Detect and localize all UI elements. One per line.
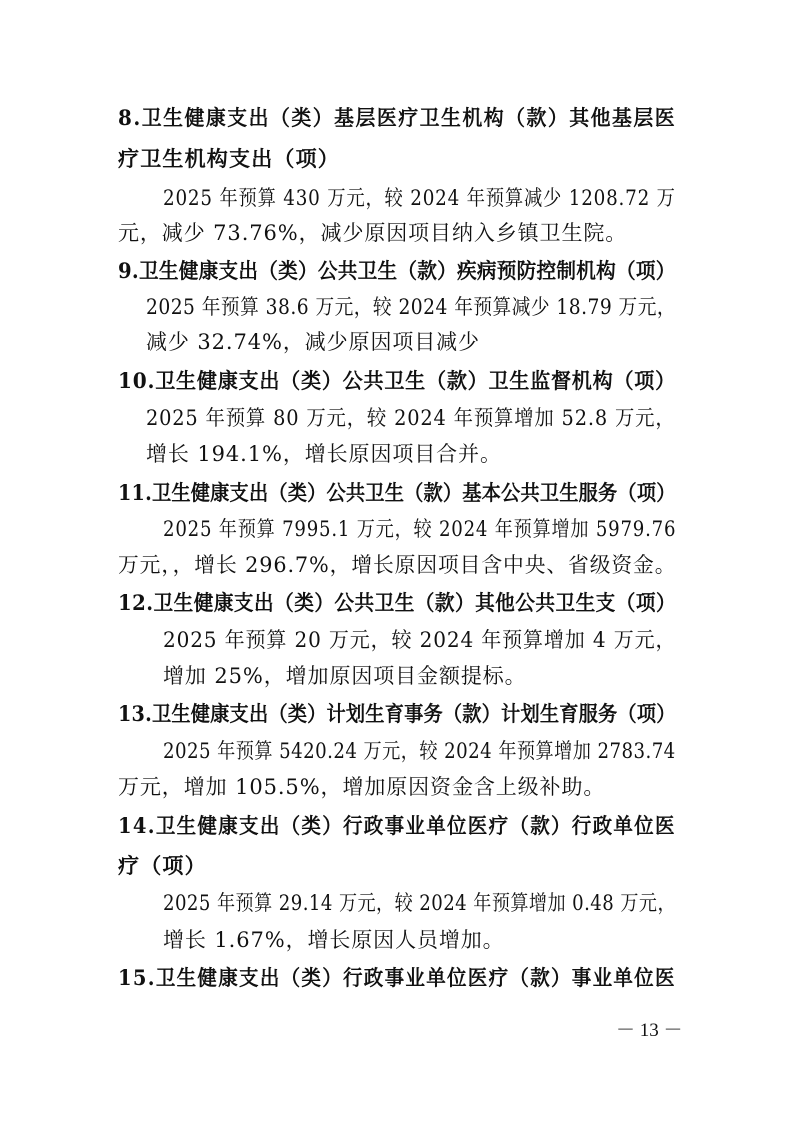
section-14-heading-line-2: 疗（项） bbox=[118, 853, 207, 878]
section-13-body-line-1: 2025 年预算 5420.24 万元，较 2024 年预算增加 2783.74 bbox=[163, 739, 676, 763]
section-12-heading: 12.卫生健康支出（类）公共卫生（款）其他公共卫生支（项） bbox=[118, 590, 677, 615]
section-10-body-line-1: 2025 年预算 80 万元，较 2024 年预算增加 52.8 万元， bbox=[146, 406, 676, 430]
section-8-body-line-1: 2025 年预算 430 万元，较 2024 年预算减少 1208.72 万 bbox=[163, 186, 676, 210]
section-13-body-line-2: 万元，增加 105.5%，增加原因资金含上级补助。 bbox=[118, 775, 606, 799]
section-14-body-line-2: 增长 1.67%，增长原因人员增加。 bbox=[163, 928, 505, 952]
section-9-body-line-1: 2025 年预算 38.6 万元，较 2024 年预算减少 18.79 万元， bbox=[146, 295, 677, 319]
page-number: － 13 － bbox=[616, 1020, 683, 1041]
section-11-body-line-2: 万元，，增长 296.7%，增长原因项目含中央、省级资金。 bbox=[118, 553, 677, 577]
section-12-body-line-1: 2025 年预算 20 万元，较 2024 年预算增加 4 万元， bbox=[163, 628, 677, 652]
section-8-body-line-2: 元，减少 73.76%，减少原因项目纳入乡镇卫生院。 bbox=[118, 221, 628, 245]
section-11-heading: 11.卫生健康支出（类）公共卫生（款）基本公共卫生服务（项） bbox=[118, 480, 676, 505]
section-10-body-line-2: 增长 194.1%，增长原因项目合并。 bbox=[146, 442, 502, 466]
section-15-heading-line-1: 15.卫生健康支出（类）行政事业单位医疗（款）事业单位医 bbox=[118, 965, 676, 990]
section-11-body-line-1: 2025 年预算 7995.1 万元，较 2024 年预算增加 5979.76 bbox=[163, 517, 677, 541]
section-8-heading-line-1: 8.卫生健康支出（类）基层医疗卫生机构（款）其他基层医 bbox=[118, 105, 677, 130]
section-8-heading-line-2: 疗卫生机构支出（项） bbox=[118, 146, 340, 171]
section-14-body-line-1: 2025 年预算 29.14 万元，较 2024 年预算增加 0.48 万元， bbox=[163, 891, 677, 915]
section-9-heading: 9.卫生健康支出（类）公共卫生（款）疾病预防控制机构（项） bbox=[118, 258, 676, 283]
section-14-heading-line-1: 14.卫生健康支出（类）行政事业单位医疗（款）行政单位医 bbox=[118, 813, 676, 838]
section-9-body-line-2: 减少 32.74%，减少原因项目减少 bbox=[146, 330, 480, 354]
section-12-body-line-2: 增加 25%，增加原因项目金额提标。 bbox=[163, 664, 527, 688]
section-13-heading: 13.卫生健康支出（类）计划生育事务（款）计划生育服务（项） bbox=[118, 701, 676, 726]
section-10-heading: 10.卫生健康支出（类）公共卫生（款）卫生监督机构（项） bbox=[118, 368, 676, 393]
